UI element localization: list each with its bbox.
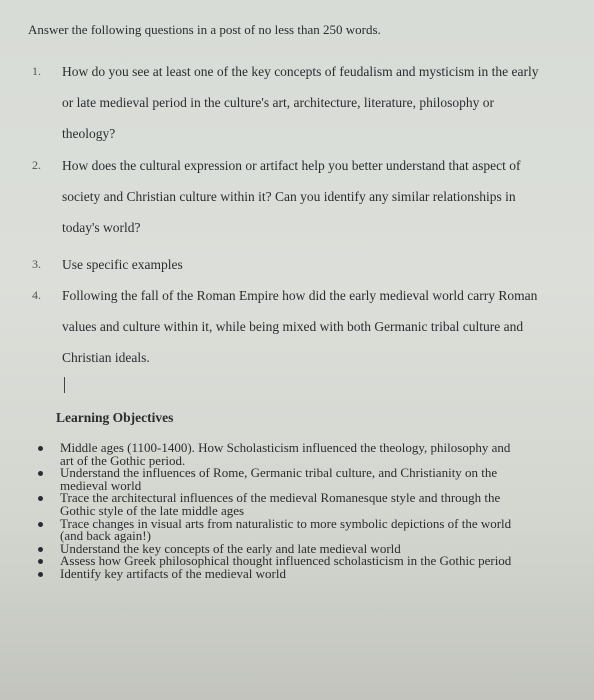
question-line: values and culture within it, while being mixed with both Germanic tribal culture and <box>62 319 524 334</box>
list-item: Assess how Greek philosophical thought influenced scholasticism in the Gothic period <box>38 555 568 568</box>
text-cursor <box>64 377 65 393</box>
objectives-list <box>38 442 568 581</box>
question-line: theology? <box>62 126 116 141</box>
bullet-icon <box>38 572 43 577</box>
bullet-icon <box>38 446 43 451</box>
bullet-icon <box>38 471 43 476</box>
list-item: Trace changes in visual arts from naturalistic to more symbolic depictions of the world (and back again!) <box>38 518 568 543</box>
question-line: today's world? <box>62 220 141 235</box>
question-number: 4. <box>32 288 41 302</box>
question-line: Use specific examples <box>62 257 183 272</box>
list-item: Identify key artifacts of the medieval world <box>38 568 568 581</box>
question-number: 3. <box>32 257 41 271</box>
objectives-heading: Learning Objectives <box>56 410 174 425</box>
list-item: Middle ages (1100-1400). How Scholasticism influenced the theology, philosophy and art of the Gothic period. <box>38 442 568 467</box>
list-item: Trace the architectural influences of the medieval Romanesque style and through the Gothic style of the late middle ages <box>38 492 568 517</box>
question-number: 1. <box>32 64 41 78</box>
bullet-icon <box>38 559 43 564</box>
question-line: How do you see at least one of the key concepts of feudalism and mysticism in the early <box>62 64 539 79</box>
question-line: Following the fall of the Roman Empire how did the early medieval world carry Roman <box>62 288 538 303</box>
intro-instruction: Answer the following questions in a post of no less than 250 words. <box>28 22 381 37</box>
list-item: Understand the influences of Rome, Germanic tribal culture, and Christianity on the medieval world <box>38 467 568 492</box>
bullet-icon <box>38 547 43 552</box>
question-line: How does the cultural expression or artifact help you better understand that aspect of <box>62 158 521 173</box>
question-line: society and Christian culture within it? Can you identify any similar relationships in <box>62 189 516 204</box>
question-number: 2. <box>32 158 41 172</box>
list-item: Understand the key concepts of the early and late medieval world <box>38 543 568 556</box>
bullet-icon <box>38 496 43 501</box>
question-line: or late medieval period in the culture's art, architecture, literature, philosophy or <box>62 95 495 110</box>
question-line: Christian ideals. <box>62 350 150 365</box>
bullet-icon <box>38 522 43 527</box>
